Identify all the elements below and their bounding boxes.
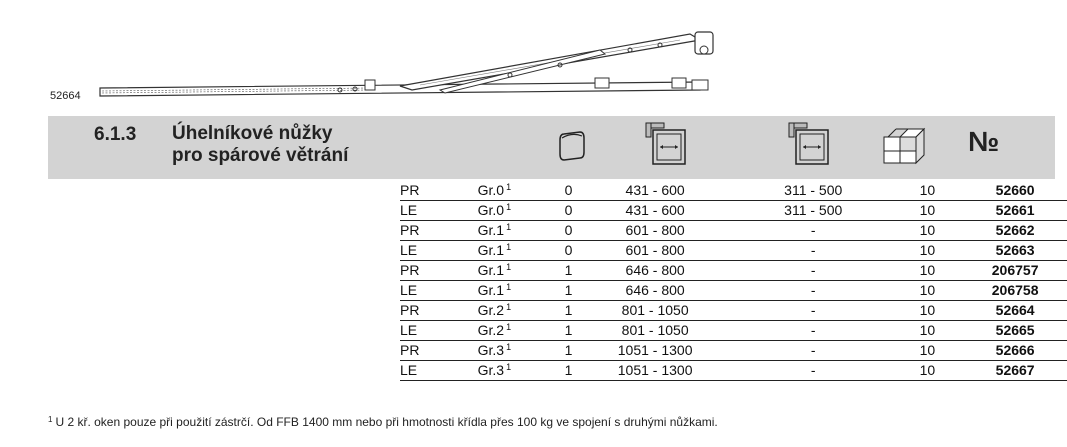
- size-cell: [478, 181, 555, 201]
- position-cell: [554, 281, 582, 301]
- stay-arm-scissor-icon: [40, 20, 740, 110]
- sash-height-cell-value: -: [810, 362, 816, 378]
- title-line-1: Úhelníkové nůžky: [172, 123, 333, 144]
- position-cell-value: 1: [564, 322, 573, 338]
- footnote-ref: 1: [506, 182, 512, 192]
- article-number-cell-value: 52664: [995, 302, 1035, 318]
- position-cell: [554, 341, 582, 361]
- spacer-cell: [956, 181, 963, 201]
- article-number-cell: [963, 261, 1067, 281]
- sash-width-cell-value: 601 - 800: [625, 222, 685, 238]
- position-cell: [554, 261, 582, 281]
- spacer-cell: [956, 241, 963, 261]
- article-number-cell: [963, 361, 1067, 381]
- footnote-ref: 1: [506, 322, 512, 332]
- table-row: [400, 241, 1067, 261]
- table-row: [400, 281, 1067, 301]
- pack-qty-cell-value: 10: [919, 342, 936, 358]
- position-cell-value: 0: [564, 202, 573, 218]
- pack-qty-cell: [899, 281, 956, 301]
- opening-side-cell-value: PR: [400, 182, 420, 198]
- sash-height-cell: [728, 181, 899, 201]
- opening-side-cell-value: PR: [400, 222, 420, 238]
- opening-side-cell-value: PR: [400, 262, 420, 278]
- sash-width-cell-value: 801 - 1050: [621, 322, 689, 338]
- article-number-cell-value: 52665: [995, 322, 1035, 338]
- sash-width-cell: [583, 221, 728, 241]
- section-number: 6.1.3: [94, 124, 137, 145]
- sash-height-cell-value: 311 - 500: [784, 182, 843, 198]
- window-width-icon: [644, 121, 690, 167]
- pack-qty-cell: [899, 341, 956, 361]
- sash-width-cell-value: 1051 - 1300: [617, 362, 693, 378]
- article-number-cell: [963, 301, 1067, 321]
- article-number-cell-value: 52662: [995, 222, 1035, 238]
- sash-height-cell-value: -: [810, 322, 816, 338]
- sash-width-cell-value: 801 - 1050: [621, 302, 689, 318]
- pack-qty-cell: [899, 221, 956, 241]
- table-row: [400, 261, 1067, 281]
- position-cell: [554, 241, 582, 261]
- article-number-cell-value: 206758: [991, 282, 1039, 298]
- size-cell: [478, 241, 555, 261]
- size-cell: [478, 281, 555, 301]
- sash-height-cell-value: 311 - 500: [784, 202, 843, 218]
- pack-qty-cell-value: 10: [919, 242, 936, 258]
- opening-side-cell: [400, 301, 478, 321]
- footnote-ref: 1: [506, 222, 512, 232]
- sash-width-cell: [583, 181, 728, 201]
- footnote-text: U 2 kř. oken pouze při použití zástrčí. Od FFB 1400 mm nebo při hmotnosti křídla přes 100 kg ve spojení s druhými nůžkami.: [55, 415, 718, 429]
- position-cell-value: 0: [564, 182, 573, 198]
- footnote-ref: 1: [506, 362, 512, 372]
- article-number-cell-value: 52667: [995, 362, 1035, 378]
- spacer-cell: [956, 321, 963, 341]
- opening-side-cell: [400, 321, 478, 341]
- sash-width-cell: [583, 261, 728, 281]
- package-cubes-icon: [880, 123, 926, 165]
- table-row: [400, 321, 1067, 341]
- sash-height-cell: [728, 221, 899, 241]
- opening-side-cell-value: LE: [400, 242, 418, 258]
- article-number-cell-value: 52661: [995, 202, 1035, 218]
- position-cell: [554, 321, 582, 341]
- pack-qty-cell-value: 10: [919, 302, 936, 318]
- sash-height-cell: [728, 361, 899, 381]
- table-row: [400, 341, 1067, 361]
- pack-qty-cell-value: 10: [919, 322, 936, 338]
- position-cell-value: 1: [564, 262, 573, 278]
- pack-qty-cell-value: 10: [919, 202, 936, 218]
- pack-qty-cell: [899, 181, 956, 201]
- article-number-label: №: [968, 126, 1000, 157]
- sash-width-cell: [583, 321, 728, 341]
- article-number-cell: [963, 281, 1067, 301]
- title-line-2: pro spárové větrání: [172, 145, 349, 166]
- sash-width-cell: [583, 241, 728, 261]
- sash-width-cell: [583, 301, 728, 321]
- position-cell: [554, 301, 582, 321]
- size-cell: [478, 321, 555, 341]
- section-title: [172, 123, 348, 167]
- sash-width-cell-value: 1051 - 1300: [617, 342, 693, 358]
- opening-side-cell: [400, 221, 478, 241]
- opening-side-cell: [400, 281, 478, 301]
- article-number-cell: [963, 201, 1067, 221]
- sash-height-cell-value: -: [810, 242, 816, 258]
- footnote-mark: 1: [48, 415, 53, 424]
- pack-qty-cell: [899, 321, 956, 341]
- position-cell-value: 0: [564, 242, 573, 258]
- pack-qty-cell: [899, 201, 956, 221]
- position-cell: [554, 201, 582, 221]
- spacer-cell: [956, 361, 963, 381]
- pack-qty-cell-value: 10: [919, 222, 936, 238]
- sash-width-cell-value: 646 - 800: [625, 282, 685, 298]
- article-number-cell: [963, 181, 1067, 201]
- size-cell-value: Gr.2: [477, 302, 505, 318]
- sash-height-cell-value: -: [810, 342, 816, 358]
- pack-qty-cell: [899, 261, 956, 281]
- size-cell-value: Gr.1: [477, 282, 505, 298]
- sash-height-cell-value: -: [810, 222, 816, 238]
- size-cell: [478, 301, 555, 321]
- spacer-cell: [956, 261, 963, 281]
- table-row: [400, 201, 1067, 221]
- footnote-ref: 1: [506, 302, 512, 312]
- opening-side-cell: [400, 201, 478, 221]
- position-cell-value: 1: [564, 342, 573, 358]
- footnote-ref: 1: [506, 342, 512, 352]
- spacer-cell: [956, 341, 963, 361]
- sash-width-cell: [583, 281, 728, 301]
- position-cell: [554, 221, 582, 241]
- article-number-cell-value: 52660: [995, 182, 1035, 198]
- pack-qty-cell-value: 10: [919, 282, 936, 298]
- spacer-cell: [956, 201, 963, 221]
- size-cell: [478, 201, 555, 221]
- size-cell-value: Gr.1: [477, 242, 505, 258]
- opening-side-cell: [400, 341, 478, 361]
- opening-side-cell-value: LE: [400, 282, 418, 298]
- position-capsule-icon: [558, 128, 586, 162]
- article-number-cell: [963, 341, 1067, 361]
- article-number-cell: [963, 321, 1067, 341]
- table-row: [400, 221, 1067, 241]
- pack-qty-cell: [899, 361, 956, 381]
- position-cell: [554, 361, 582, 381]
- size-cell: [478, 361, 555, 381]
- sash-height-cell: [728, 301, 899, 321]
- pack-qty-cell-value: 10: [919, 362, 936, 378]
- position-cell-value: 0: [564, 222, 573, 238]
- opening-side-cell-value: PR: [400, 302, 420, 318]
- position-cell-value: 1: [564, 362, 573, 378]
- size-cell-value: Gr.0: [477, 202, 505, 218]
- sash-width-cell: [583, 201, 728, 221]
- sash-height-cell-value: -: [810, 262, 816, 278]
- position-cell: [554, 181, 582, 201]
- article-number-cell: [963, 221, 1067, 241]
- product-code: 52664: [50, 90, 81, 102]
- pack-qty-cell-value: 10: [919, 262, 936, 278]
- opening-side-cell-value: PR: [400, 342, 420, 358]
- spacer-cell: [956, 301, 963, 321]
- sash-width-cell-value: 601 - 800: [625, 242, 685, 258]
- size-cell: [478, 261, 555, 281]
- sash-height-cell: [728, 201, 899, 221]
- sash-width-cell: [583, 341, 728, 361]
- table-row: [400, 301, 1067, 321]
- size-cell-value: Gr.1: [477, 222, 505, 238]
- sash-width-cell-value: 431 - 600: [625, 202, 685, 218]
- sash-height-cell: [728, 261, 899, 281]
- footnote-ref: 1: [506, 202, 512, 212]
- pack-qty-cell: [899, 241, 956, 261]
- size-cell-value: Gr.3: [477, 362, 505, 378]
- size-cell-value: Gr.0: [477, 182, 505, 198]
- size-cell: [478, 341, 555, 361]
- opening-side-cell: [400, 361, 478, 381]
- sash-width-cell-value: 431 - 600: [625, 182, 685, 198]
- pack-qty-cell-value: 10: [919, 182, 936, 198]
- spacer-cell: [956, 281, 963, 301]
- article-number-cell-value: 206757: [991, 262, 1039, 278]
- sash-height-cell: [728, 341, 899, 361]
- sash-height-cell-value: -: [810, 302, 816, 318]
- footnote-ref: 1: [506, 242, 512, 252]
- table-row: [400, 181, 1067, 201]
- sash-width-cell: [583, 361, 728, 381]
- sash-height-cell: [728, 241, 899, 261]
- opening-side-cell: [400, 241, 478, 261]
- position-cell-value: 1: [564, 282, 573, 298]
- footnote: [48, 415, 718, 429]
- size-cell-value: Gr.2: [477, 322, 505, 338]
- opening-side-cell-value: LE: [400, 362, 418, 378]
- footnote-ref: 1: [506, 282, 512, 292]
- table-row: [400, 361, 1067, 381]
- window-height-icon: [787, 121, 833, 167]
- size-cell-value: Gr.1: [477, 262, 505, 278]
- opening-side-cell: [400, 181, 478, 201]
- size-cell: [478, 221, 555, 241]
- footnote-ref: 1: [506, 262, 512, 272]
- opening-side-cell: [400, 261, 478, 281]
- opening-side-cell-value: LE: [400, 202, 418, 218]
- article-table: [400, 181, 1067, 381]
- sash-height-cell-value: -: [810, 282, 816, 298]
- spacer-cell: [956, 221, 963, 241]
- article-number-cell: [963, 241, 1067, 261]
- sash-width-cell-value: 646 - 800: [625, 262, 685, 278]
- size-cell-value: Gr.3: [477, 342, 505, 358]
- opening-side-cell-value: LE: [400, 322, 418, 338]
- pack-qty-cell: [899, 301, 956, 321]
- sash-height-cell: [728, 281, 899, 301]
- article-number-cell-value: 52663: [995, 242, 1035, 258]
- article-number-cell-value: 52666: [995, 342, 1035, 358]
- sash-height-cell: [728, 321, 899, 341]
- position-cell-value: 1: [564, 302, 573, 318]
